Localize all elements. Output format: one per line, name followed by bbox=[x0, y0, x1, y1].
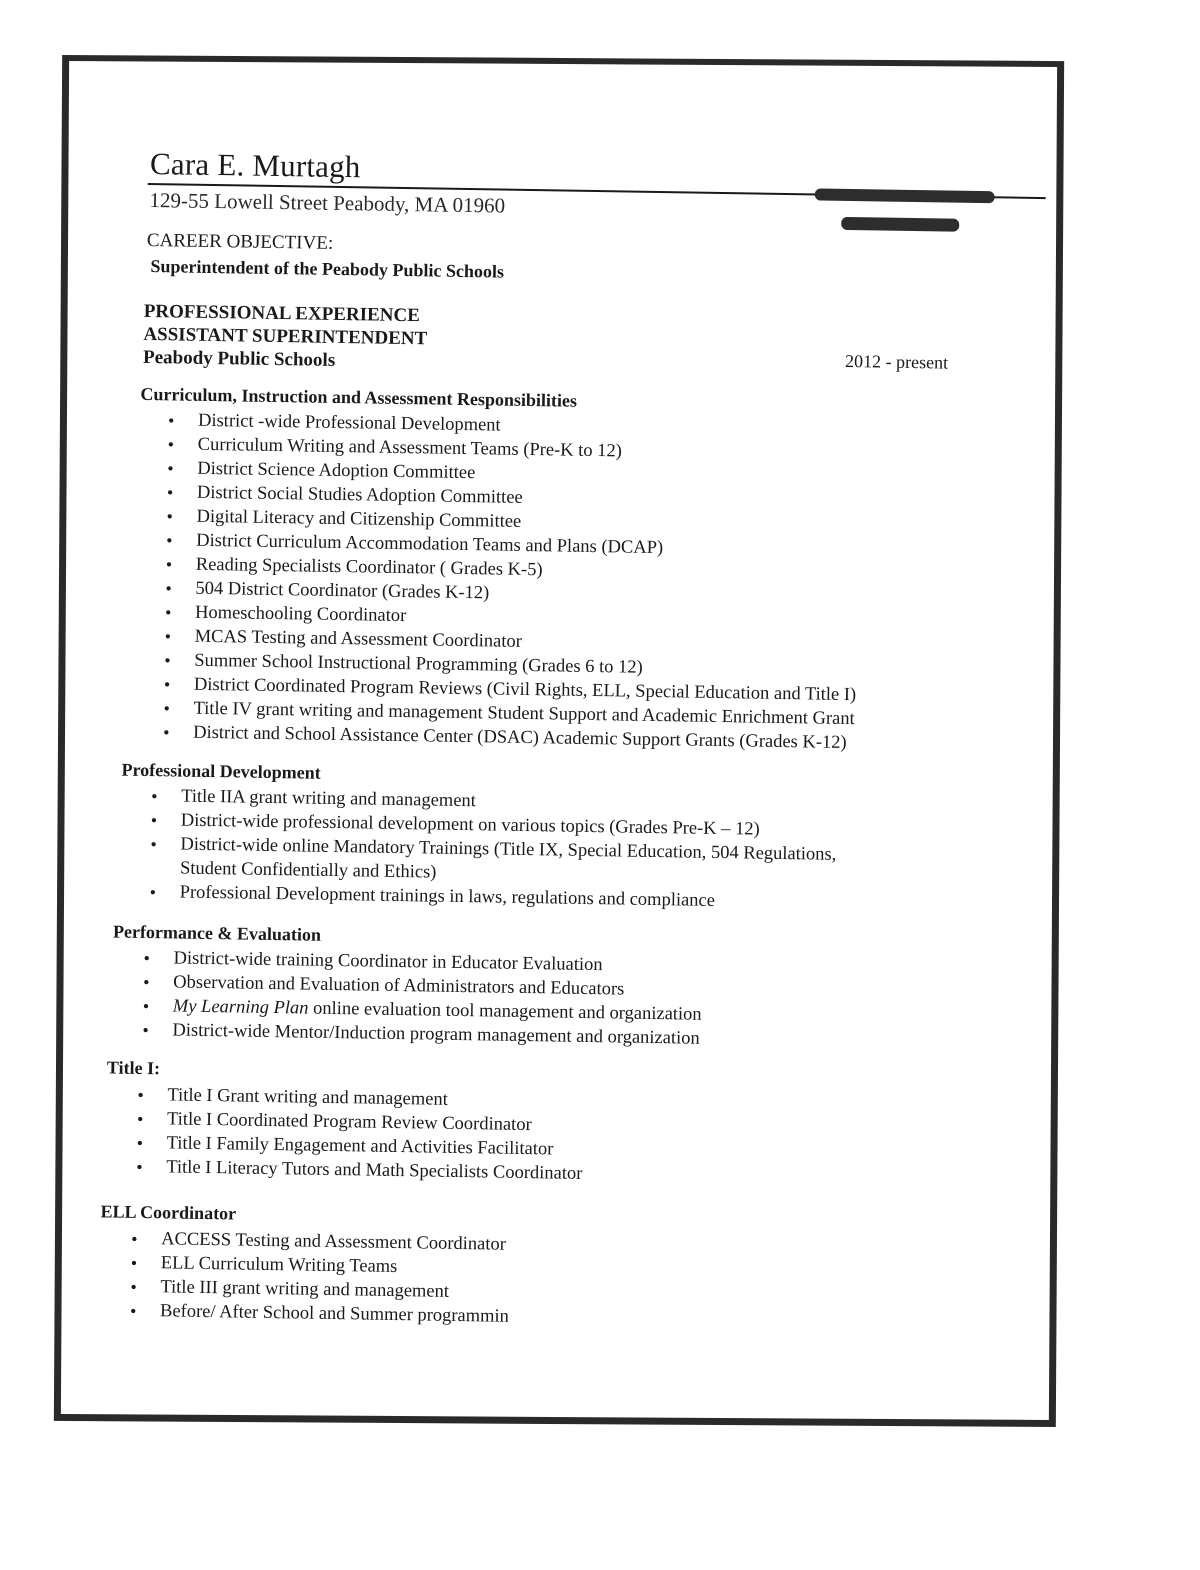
redacted-contact-line-2 bbox=[841, 217, 959, 232]
employment-dates: 2012 - present bbox=[844, 350, 949, 373]
list-item: • Title III grant writing and management bbox=[130, 1275, 870, 1311]
list-item: • Title I Grant writing and management bbox=[137, 1083, 877, 1119]
title-i-list bbox=[136, 1083, 877, 1191]
list-item: • Title IIA grant writing and management bbox=[151, 784, 881, 819]
section-heading-title-i: Title I: bbox=[106, 1057, 161, 1079]
list-item: • District Coordinated Program Reviews (Civil Rights, ELL, Special Education and Title I) bbox=[164, 672, 924, 708]
italic-tool-name: My Learning Plan bbox=[172, 996, 309, 1019]
experience-heading: PROFESSIONAL EXPERIENCE bbox=[143, 300, 421, 327]
list-item: • MCAS Testing and Assessment Coordinator bbox=[164, 624, 924, 660]
section-heading-curriculum: Curriculum, Instruction and Assessment Responsibilities bbox=[140, 383, 578, 411]
list-item: • District and School Assistance Center (DSAC) Academic Support Grants (Grades K-12) bbox=[163, 720, 923, 756]
list-item: • ELL Curriculum Writing Teams bbox=[131, 1251, 871, 1287]
list-item-text: online evaluation tool management and organization bbox=[312, 998, 702, 1025]
redacted-contact-line-1 bbox=[815, 188, 995, 203]
list-item: • District-wide training Coordinator in Educator Evaluation bbox=[143, 946, 883, 982]
list-item: • District -wide Professional Development bbox=[168, 408, 928, 444]
list-item: • District Curriculum Accommodation Teams and Plans (DCAP) bbox=[166, 528, 926, 564]
objective-text: Superintendent of the Peabody Public Schools bbox=[150, 256, 505, 282]
experience-block bbox=[143, 300, 428, 373]
list-item: • District-wide professional development on various topics (Grades Pre-K – 12) bbox=[151, 808, 881, 843]
curriculum-list bbox=[163, 408, 928, 756]
list-item: • Title I Literacy Tutors and Math Specialists Coordinator bbox=[136, 1155, 876, 1191]
ell-coordinator-list bbox=[130, 1227, 871, 1335]
candidate-address: 129-55 Lowell Street Peabody, MA 01960 bbox=[149, 187, 506, 218]
list-item: • District-wide Mentor/Induction program management and organization bbox=[142, 1018, 882, 1054]
position-title: ASSISTANT SUPERINTENDENT bbox=[143, 323, 428, 350]
section-heading-performance-evaluation: Performance & Evaluation bbox=[112, 921, 322, 945]
list-item: • District-wide online Mandatory Trainings (Title IX, Special Education, 504 Regulations, Student Confidentially and Ethics) bbox=[150, 832, 881, 891]
list-item: • Homeschooling Coordinator bbox=[165, 600, 925, 636]
employer-name: Peabody Public Schools bbox=[142, 346, 336, 371]
objective-heading: CAREER OBJECTIVE: bbox=[146, 229, 334, 254]
list-item: • Observation and Evaluation of Administrators and Educators bbox=[143, 970, 883, 1006]
list-item: • District Social Studies Adoption Committee bbox=[167, 480, 927, 516]
list-item: • ACCESS Testing and Assessment Coordinator bbox=[131, 1227, 871, 1263]
candidate-name: Cara E. Murtagh bbox=[149, 146, 361, 185]
list-item: • Digital Literacy and Citizenship Committee bbox=[166, 504, 926, 540]
list-item: • Reading Specialists Coordinator ( Grades K-5) bbox=[166, 552, 926, 588]
list-item: • Before/ After School and Summer programmin bbox=[130, 1299, 870, 1335]
performance-evaluation-list bbox=[142, 946, 883, 1054]
list-item: • District Science Adoption Committee bbox=[167, 456, 927, 492]
list-item: • 504 District Coordinator (Grades K-12) bbox=[165, 576, 925, 612]
list-item: • Title I Family Engagement and Activities Facilitator bbox=[137, 1131, 877, 1167]
list-item: • Curriculum Writing and Assessment Teams (Pre-K to 12) bbox=[168, 432, 928, 468]
list-item: • Summer School Instructional Programming (Grades 6 to 12) bbox=[164, 648, 924, 684]
list-item: • Title IV grant writing and management Student Support and Academic Enrichment Grant bbox=[163, 696, 923, 732]
section-heading-professional-development: Professional Development bbox=[121, 759, 321, 783]
list-item: • Professional Development trainings in laws, regulations and compliance bbox=[149, 880, 879, 915]
list-item: • Title I Coordinated Program Review Coordinator bbox=[137, 1107, 877, 1143]
professional-development-list bbox=[149, 784, 881, 915]
section-heading-ell-coordinator: ELL Coordinator bbox=[100, 1201, 237, 1224]
